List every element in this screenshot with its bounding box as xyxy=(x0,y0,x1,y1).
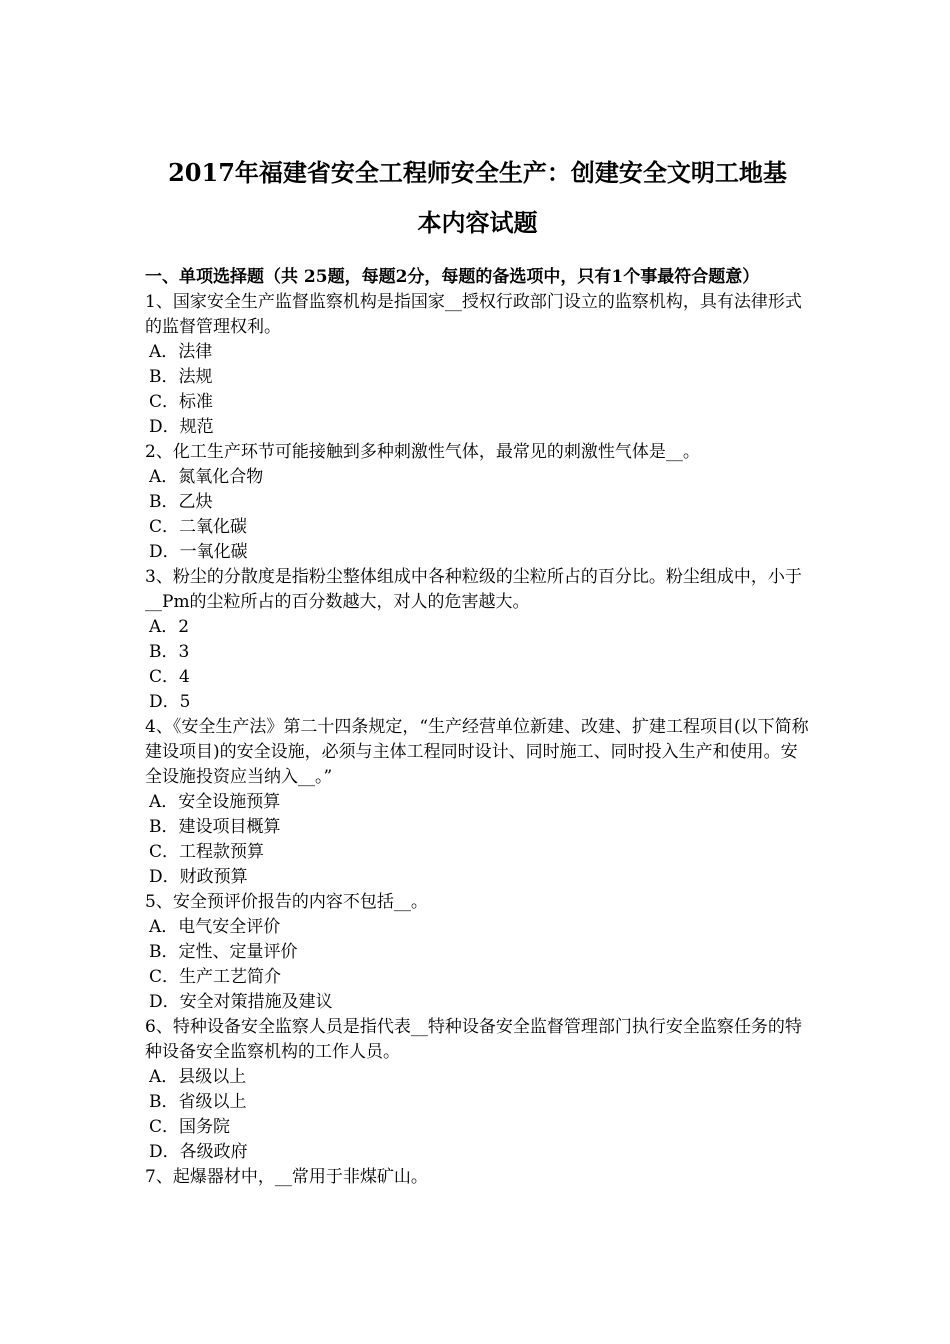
question-2 xyxy=(145,440,810,565)
option-b: B．乙炔 xyxy=(149,492,213,512)
option-b: B．省级以上 xyxy=(149,1092,247,1112)
option-c: C．标准 xyxy=(149,392,214,412)
option-b: B．建设项目概算 xyxy=(149,817,281,837)
document-title xyxy=(145,148,810,248)
question-text: 1、国家安全生产监督监察机构是指国家__授权行政部门设立的监察机构，具有法律形式的监督管理权利。 xyxy=(145,292,802,337)
title-line-2: 本内容试题 xyxy=(417,208,538,237)
question-4 xyxy=(145,715,810,890)
question-1 xyxy=(145,290,810,440)
option-a: A．安全设施预算 xyxy=(149,792,281,812)
question-text: 2、化工生产环节可能接触到多种刺激性气体，最常见的刺激性气体是__。 xyxy=(145,442,700,462)
question-text: 4、《安全生产法》第二十四条规定，“生产经营单位新建、改建、扩建工程项目(以下简称建设项目)的安全设施，必须与主体工程同时设计、同时施工、同时投入生产和使用。安全设施投资应当纳入__。” xyxy=(145,717,809,787)
option-d: D．财政预算 xyxy=(149,867,248,887)
option-d: D．5 xyxy=(149,692,191,712)
option-b: B．3 xyxy=(149,642,190,662)
question-text: 3、粉尘的分散度是指粉尘整体组成中各种粒级的尘粒所占的百分比。粉尘组成中，小于__Pm的尘粒所占的百分数越大，对人的危害越大。 xyxy=(145,567,802,612)
document-page xyxy=(145,148,810,1190)
option-c: C．生产工艺简介 xyxy=(149,967,282,987)
option-c: C．4 xyxy=(149,667,190,687)
option-a: A．2 xyxy=(149,617,190,637)
question-3 xyxy=(145,565,810,715)
option-a: A．电气安全评价 xyxy=(149,917,281,937)
option-c: C．工程款预算 xyxy=(149,842,265,862)
option-c: C．二氧化碳 xyxy=(149,517,248,537)
question-7 xyxy=(145,1165,810,1190)
option-a: A．法律 xyxy=(149,342,213,362)
question-5 xyxy=(145,890,810,1015)
option-a: A．氮氧化合物 xyxy=(149,467,264,487)
question-6 xyxy=(145,1015,810,1165)
section-heading: 一、单项选择题（共 25题，每题2分，每题的备选项中，只有1个事最符合题意） xyxy=(145,267,760,287)
question-text: 6、特种设备安全监察人员是指代表__特种设备安全监督管理部门执行安全监察任务的特种设备安全监察机构的工作人员。 xyxy=(145,1017,802,1062)
question-text: 7、起爆器材中，__常用于非煤矿山。 xyxy=(145,1167,428,1187)
option-b: B．定性、定量评价 xyxy=(149,942,298,962)
option-d: D．一氧化碳 xyxy=(149,542,248,562)
option-d: D．规范 xyxy=(149,417,214,437)
option-a: A．县级以上 xyxy=(149,1067,247,1087)
option-c: C．国务院 xyxy=(149,1117,231,1137)
title-line-1: 2017年福建省安全工程师安全生产：创建安全文明工地基 xyxy=(168,158,787,187)
option-d: D．各级政府 xyxy=(149,1142,248,1162)
option-d: D．安全对策措施及建议 xyxy=(149,992,333,1012)
option-b: B．法规 xyxy=(149,367,213,387)
question-text: 5、安全预评价报告的内容不包括__。 xyxy=(145,892,428,912)
